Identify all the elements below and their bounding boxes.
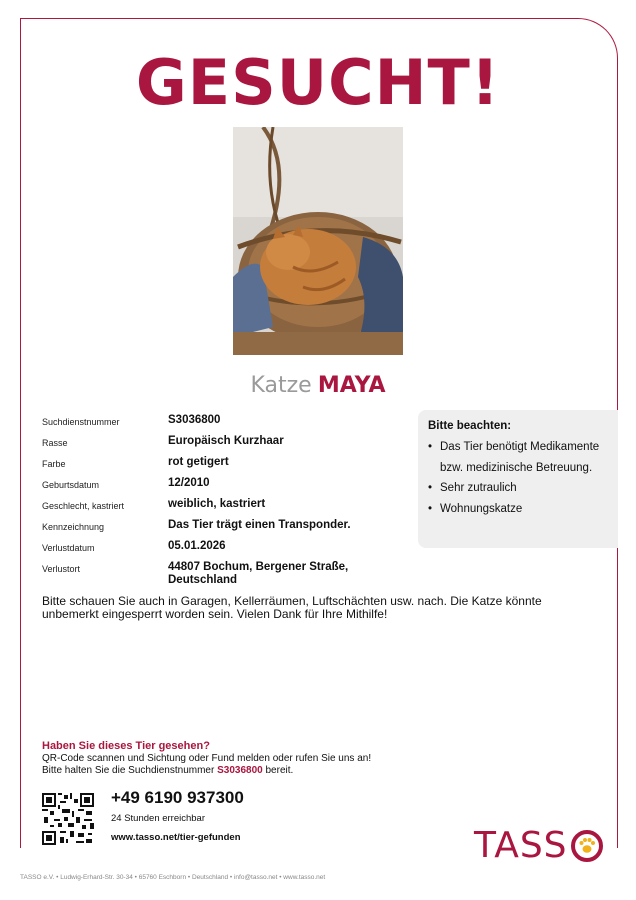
detail-label: Kennzeichnung	[42, 522, 105, 532]
detail-row	[42, 456, 402, 470]
pet-name: MAYA	[317, 373, 386, 398]
paw-icon	[569, 828, 605, 864]
search-number: S3036800	[217, 765, 263, 776]
notice-item: • Wohnungskatze	[428, 499, 608, 520]
detail-value: weiblich, kastriert	[168, 498, 266, 510]
cat-photo	[233, 127, 403, 355]
footer-address: TASSO e.V. • Ludwig-Erhard-Str. 30-34 • 65760 Eschborn • Deutschland • info@tasso.net • www.tasso.net	[20, 874, 326, 881]
detail-label: Farbe	[42, 459, 66, 469]
availability: 24 Stunden erreichbar	[111, 813, 206, 824]
detail-label: Geschlecht, kastriert	[42, 501, 125, 511]
instruction-text: bereit.	[265, 765, 294, 776]
seen-question: Haben Sie dieses Tier gesehen?	[42, 740, 210, 752]
tasso-logo	[474, 826, 605, 866]
detail-value: S3036800	[168, 414, 221, 426]
details-table	[42, 414, 402, 587]
notice-list	[428, 437, 608, 519]
search-note: Bitte schauen Sie auch in Garagen, Kellerräumen, Luftschächten usw. nach. Die Katze könnte unbemerkt eingesperrt worden sein. Vielen Dank für Ihre Mithilfe!	[42, 594, 542, 621]
phone-number[interactable]: +49 6190 937300	[111, 788, 244, 807]
detail-row	[42, 561, 402, 587]
detail-value: Das Tier trägt einen Transponder.	[168, 519, 351, 531]
instruction-line: QR-Code scannen und Sichtung oder Fund melden oder rufen Sie uns an!	[42, 753, 372, 764]
detail-row	[42, 519, 402, 533]
detail-row	[42, 540, 402, 554]
detail-row	[42, 498, 402, 512]
detail-label: Verlustdatum	[42, 543, 95, 553]
detail-label: Suchdienstnummer	[42, 417, 120, 427]
detail-value: rot getigert	[168, 456, 229, 468]
detail-row	[42, 414, 402, 428]
detail-row	[42, 435, 402, 449]
notice-title: Bitte beachten:	[428, 420, 512, 432]
detail-label: Rasse	[42, 438, 68, 448]
website-link[interactable]: www.tasso.net/tier-gefunden	[111, 832, 241, 843]
detail-value: 05.01.2026	[168, 540, 226, 552]
detail-label: Verlustort	[42, 564, 81, 574]
detail-value: 12/2010	[168, 477, 210, 489]
instruction-text: Bitte halten Sie die Suchdienstnummer	[42, 765, 215, 776]
pet-name-line	[0, 372, 636, 399]
logo-text: TASS	[474, 825, 568, 866]
notice-item: • Sehr zutraulich	[428, 478, 608, 499]
detail-label: Geburtsdatum	[42, 480, 100, 490]
species: Katze	[250, 373, 312, 398]
qr-code-icon[interactable]	[42, 793, 94, 845]
detail-value: Europäisch Kurzhaar	[168, 435, 284, 447]
notice-box	[418, 410, 618, 548]
notice-item: • Das Tier benötigt Medikamente bzw. medizinische Betreuung.	[428, 437, 600, 478]
seen-instructions	[42, 753, 522, 777]
instruction-line-2	[42, 765, 522, 777]
detail-value: 44807 Bochum, Bergener Straße, Deutschland	[168, 561, 349, 586]
detail-row	[42, 477, 402, 491]
headline: GESUCHT!	[135, 46, 501, 119]
